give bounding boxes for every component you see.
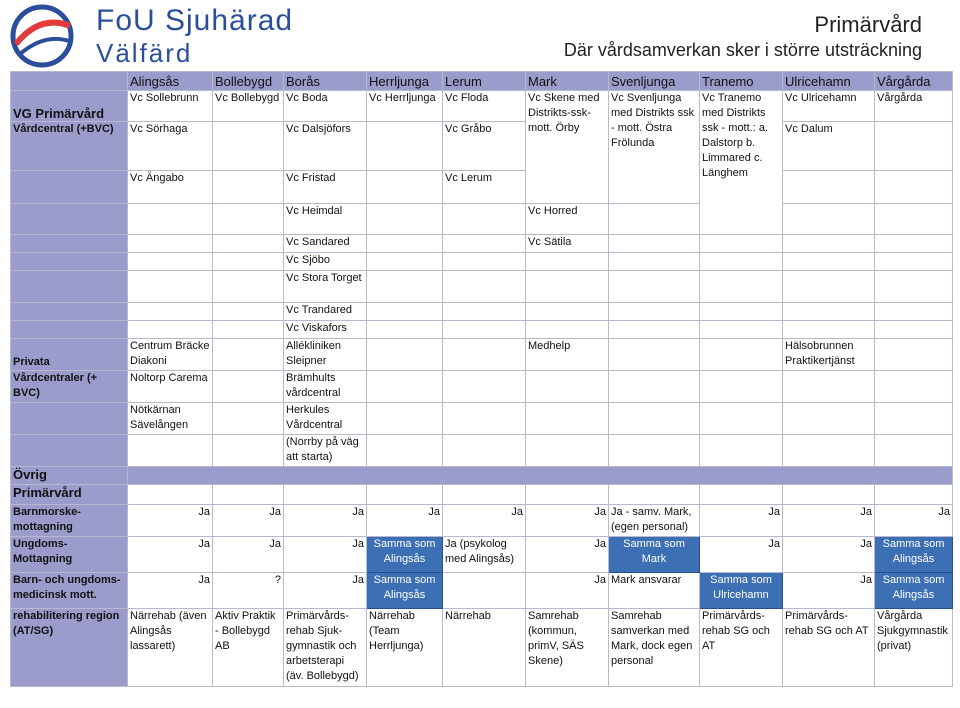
row-label: Barnmorske-mottagning (11, 505, 128, 537)
table-cell: Vc Sätila (526, 235, 609, 253)
table-row (11, 371, 953, 403)
column-header: Vårgårda (875, 72, 953, 91)
table-cell (875, 271, 953, 303)
table-cell: Vc Ängabo (128, 171, 213, 204)
table-cell (213, 485, 284, 505)
table-cell: Vårgårda (875, 91, 953, 122)
table-cell (875, 204, 953, 235)
row-label: Ungdoms-Mottagning (11, 537, 128, 573)
table-cell: Samma som Alingsås (367, 537, 443, 573)
table-cell (526, 321, 609, 339)
table-cell: Centrum Bräcke Diakoni (128, 339, 213, 371)
table-cell: Ja (875, 505, 953, 537)
table-cell (213, 403, 284, 435)
row-label: VG Primärvård (11, 91, 128, 122)
table-cell: Vc Lerum (443, 171, 526, 204)
table-cell (443, 303, 526, 321)
table-cell: Närrehab (även Alingsås lassarett) (128, 609, 213, 687)
table-cell: Ja (284, 505, 367, 537)
table-row (11, 339, 953, 371)
row-label: Primärvård (11, 485, 128, 505)
table-cell (783, 204, 875, 235)
table-cell (128, 467, 953, 485)
row-label (11, 253, 128, 271)
table-cell (213, 122, 284, 171)
row-label: Övrig (11, 467, 128, 485)
table-row (11, 403, 953, 435)
table-cell (783, 271, 875, 303)
table-cell: Vc Tranemo med Distrikts ssk - mott.: a. Dalstorp b. Limmared c. Länghem (700, 91, 783, 235)
table-cell: Primärvårds-rehab SG och AT (700, 609, 783, 687)
table-cell (875, 403, 953, 435)
table-cell (875, 253, 953, 271)
table-cell (367, 435, 443, 467)
table-cell (783, 171, 875, 204)
table-cell: Ja (128, 537, 213, 573)
table-cell: Ja (284, 573, 367, 609)
table-cell: Aktiv Praktik - Bollebygd AB (213, 609, 284, 687)
table-cell: Ja (128, 573, 213, 609)
table-cell: Vårgårda Sjukgymnastik (privat) (875, 609, 953, 687)
table-cell (367, 339, 443, 371)
table-row (11, 573, 953, 609)
table-cell: Brämhults vårdcentral (284, 371, 367, 403)
table-cell (875, 371, 953, 403)
table-cell (783, 303, 875, 321)
table-cell (609, 435, 700, 467)
table-cell (609, 204, 700, 235)
table-cell (609, 485, 700, 505)
column-header: Bollebygd (213, 72, 284, 91)
table-cell: Ja (128, 505, 213, 537)
table-cell (367, 321, 443, 339)
table-cell (609, 371, 700, 403)
table-cell (783, 235, 875, 253)
page-subtitle: Där vårdsamverkan sker i större utsträckning (563, 40, 922, 60)
table-cell (213, 235, 284, 253)
table-cell (213, 204, 284, 235)
table-cell: Samrehab (kommun, primV, SÄS Skene) (526, 609, 609, 687)
table-cell: Ja (783, 537, 875, 573)
table-cell: Vc Viskafors (284, 321, 367, 339)
table-cell (443, 204, 526, 235)
table-cell (213, 303, 284, 321)
table-cell (526, 253, 609, 271)
table-cell: Samma som Ulricehamn (700, 573, 783, 609)
table-cell (213, 321, 284, 339)
table-cell (526, 371, 609, 403)
table-cell: Noltorp Carema (128, 371, 213, 403)
table-cell (284, 485, 367, 505)
column-header: Ulricehamn (783, 72, 875, 91)
table-cell (443, 271, 526, 303)
table-cell (609, 303, 700, 321)
table-cell (128, 253, 213, 271)
table-row (11, 303, 953, 321)
table-cell (700, 371, 783, 403)
table-cell: Vc Skene med Distrikts-ssk-mott. Örby (526, 91, 609, 204)
column-header: Borås (284, 72, 367, 91)
row-label (11, 435, 128, 467)
table-cell (700, 403, 783, 435)
table-cell (526, 435, 609, 467)
column-header (11, 72, 128, 91)
table-cell: Vc Trandared (284, 303, 367, 321)
table-cell: Vc Dalsjöfors (284, 122, 367, 171)
row-label (11, 403, 128, 435)
table-row (11, 235, 953, 253)
table-cell: Vc Sollebrunn (128, 91, 213, 122)
table-row (11, 435, 953, 467)
table-cell (783, 403, 875, 435)
table-cell: Vc Sjöbo (284, 253, 367, 271)
row-label: Privata (11, 339, 128, 371)
table-cell (128, 235, 213, 253)
table-cell (367, 371, 443, 403)
table-cell (700, 253, 783, 271)
table-cell: ? (213, 573, 284, 609)
table-cell (367, 403, 443, 435)
table-row (11, 204, 953, 235)
table-cell: Vc Stora Torget (284, 271, 367, 303)
table-cell: Vc Sörhaga (128, 122, 213, 171)
row-label (11, 171, 128, 204)
table-cell (609, 403, 700, 435)
table-cell (700, 271, 783, 303)
column-header: Lerum (443, 72, 526, 91)
table-row (11, 91, 953, 122)
fou-logo (10, 4, 100, 68)
table-cell (367, 235, 443, 253)
table-cell (700, 303, 783, 321)
table-row (11, 321, 953, 339)
table-cell (783, 485, 875, 505)
table-cell (443, 435, 526, 467)
table-cell (213, 371, 284, 403)
table-cell: Ja - samv. Mark, (egen personal) (609, 505, 700, 537)
table-row (11, 253, 953, 271)
table-cell (700, 339, 783, 371)
table-cell: Vc Heimdal (284, 204, 367, 235)
table-cell (609, 253, 700, 271)
table-cell: Ja (783, 505, 875, 537)
table-cell (367, 171, 443, 204)
table-cell (128, 204, 213, 235)
table-cell (783, 371, 875, 403)
table-cell: Ja (psykolog med Alingsås) (443, 537, 526, 573)
table-row (11, 271, 953, 303)
table-cell (700, 485, 783, 505)
table-cell (213, 271, 284, 303)
section-row (11, 485, 953, 505)
table-cell: Ja (443, 505, 526, 537)
table-cell (875, 235, 953, 253)
row-label (11, 235, 128, 253)
table-cell (700, 321, 783, 339)
table-cell: Allékliniken Sleipner (284, 339, 367, 371)
table-cell: Medhelp (526, 339, 609, 371)
table-cell (526, 485, 609, 505)
table-cell: Nötkärnan Sävelången (128, 403, 213, 435)
table-cell (875, 435, 953, 467)
table-cell (367, 303, 443, 321)
row-label (11, 204, 128, 235)
row-label (11, 303, 128, 321)
table-cell (128, 271, 213, 303)
table-cell: Vc Boda (284, 91, 367, 122)
column-header: Alingsås (128, 72, 213, 91)
table-cell: Närrehab (Team Herrljunga) (367, 609, 443, 687)
table-cell: Ja (783, 573, 875, 609)
table-cell: Ja (213, 505, 284, 537)
table-cell (875, 122, 953, 171)
table-cell (700, 235, 783, 253)
table-cell: Primärvårds-rehab SG och AT (783, 609, 875, 687)
table-cell (875, 485, 953, 505)
table-cell: Samma som Mark (609, 537, 700, 573)
table-cell (609, 271, 700, 303)
table-cell (367, 253, 443, 271)
table-cell: Samma som Alingsås (875, 537, 953, 573)
row-label (11, 271, 128, 303)
column-header: Svenljunga (609, 72, 700, 91)
table-cell: Vc Horred (526, 204, 609, 235)
table-cell: Vc Gråbo (443, 122, 526, 171)
table-cell (128, 303, 213, 321)
logo-line2: Välfärd (96, 38, 193, 68)
table-cell (443, 253, 526, 271)
table-cell: Samma som Alingsås (367, 573, 443, 609)
table-cell (213, 339, 284, 371)
row-label: Barn- och ungdoms-medicinsk mott. (11, 573, 128, 609)
table-cell (213, 253, 284, 271)
table-row (11, 609, 953, 687)
row-label: Vårdcentral (+BVC) (11, 122, 128, 171)
table-row (11, 537, 953, 573)
table-cell (609, 339, 700, 371)
table-cell (875, 339, 953, 371)
table-row (11, 122, 953, 171)
table-cell (443, 485, 526, 505)
table-cell (783, 321, 875, 339)
header-row (11, 72, 953, 91)
table-cell: Vc Bollebygd (213, 91, 284, 122)
table-cell (367, 204, 443, 235)
table-cell (526, 271, 609, 303)
column-header: Mark (526, 72, 609, 91)
table-cell (875, 321, 953, 339)
row-label: Vårdcentraler (+ BVC) (11, 371, 128, 403)
table-cell (443, 403, 526, 435)
table-cell: Ja (700, 505, 783, 537)
table-cell (128, 435, 213, 467)
column-header: Tranemo (700, 72, 783, 91)
table-cell (443, 321, 526, 339)
table-cell: Ja (526, 537, 609, 573)
table-cell (367, 271, 443, 303)
row-label: rehabilitering region (AT/SG) (11, 609, 128, 687)
table-cell: Primärvårds-rehab Sjuk-gymnastik och arbetsterapi (äv. Bollebygd) (284, 609, 367, 687)
table-cell: Vc Sandared (284, 235, 367, 253)
table-row (11, 505, 953, 537)
table-cell: Vc Floda (443, 91, 526, 122)
table-cell (609, 321, 700, 339)
table-cell (443, 339, 526, 371)
table-cell: Ja (213, 537, 284, 573)
table-cell: Vc Herrljunga (367, 91, 443, 122)
table-cell (609, 235, 700, 253)
table-cell: (Norrby på väg att starta) (284, 435, 367, 467)
table-cell: Ja (700, 537, 783, 573)
table-cell: Närrehab (443, 609, 526, 687)
table-cell: Vc Svenljunga med Distrikts ssk - mott. Östra Frölunda (609, 91, 700, 204)
table-cell (526, 403, 609, 435)
table-cell (700, 435, 783, 467)
section-row (11, 467, 953, 485)
table-cell (128, 321, 213, 339)
table-cell: Samrehab samverkan med Mark, dock egen personal (609, 609, 700, 687)
table-cell (367, 485, 443, 505)
table-cell: Ja (526, 505, 609, 537)
table-cell: Ja (367, 505, 443, 537)
table-cell (443, 371, 526, 403)
logo-line1: FoU Sjuhärad (96, 4, 294, 37)
table-cell (367, 122, 443, 171)
table-cell (783, 435, 875, 467)
primary-care-table (10, 71, 953, 687)
table-cell: Vc Dalum (783, 122, 875, 171)
row-label (11, 321, 128, 339)
table-cell (526, 303, 609, 321)
table-cell: Ja (284, 537, 367, 573)
page-title: Primärvård (814, 12, 922, 37)
table-cell (875, 303, 953, 321)
table-cell: Ja (526, 573, 609, 609)
table-cell: Vc Fristad (284, 171, 367, 204)
table-cell: Herkules Vårdcentral (284, 403, 367, 435)
table-cell: Mark ansvarar (609, 573, 700, 609)
table-cell (213, 435, 284, 467)
table-cell (443, 573, 526, 609)
table-cell (213, 171, 284, 204)
table-cell: Hälsobrunnen Praktikertjänst (783, 339, 875, 371)
table-cell: Samma som Alingsås (875, 573, 953, 609)
table-cell: Vc Ulricehamn (783, 91, 875, 122)
table-cell (443, 235, 526, 253)
column-header: Herrljunga (367, 72, 443, 91)
table-cell (875, 171, 953, 204)
table-cell (128, 485, 213, 505)
table-row (11, 171, 953, 204)
table-cell (783, 253, 875, 271)
